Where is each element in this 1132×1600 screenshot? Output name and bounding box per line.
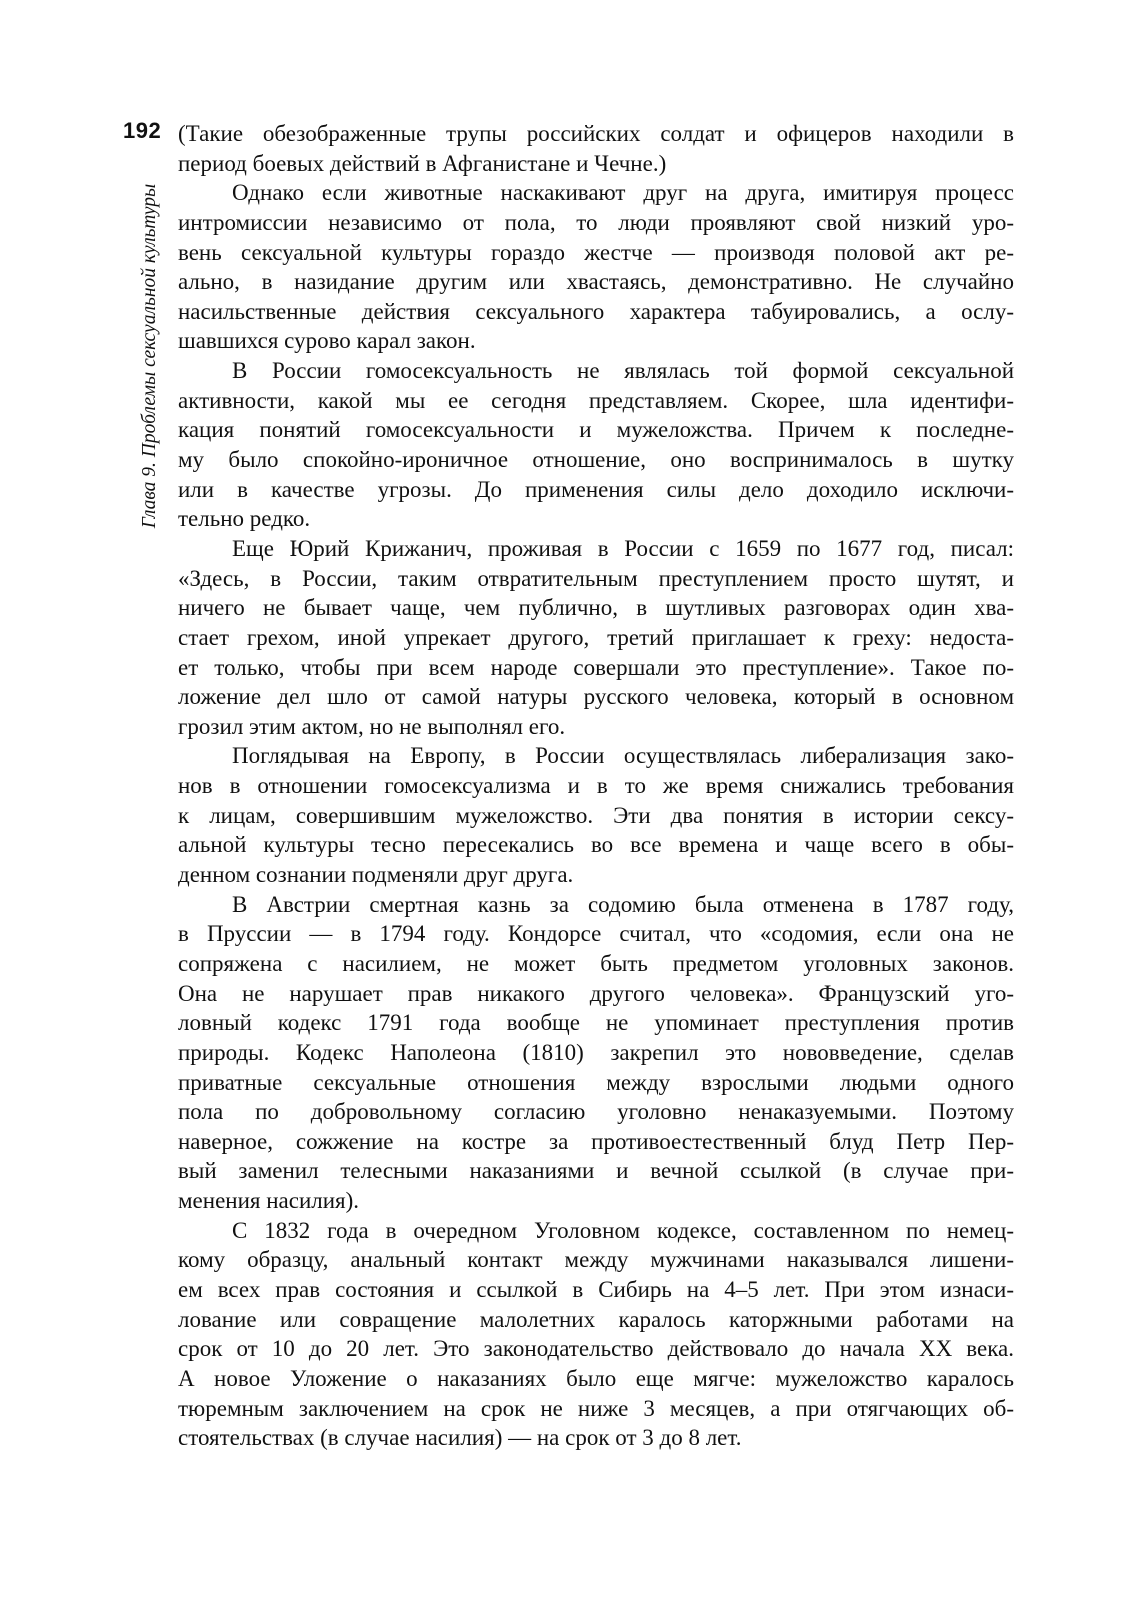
text-line: кация понятий гомосексуальности и мужеложства. Причем к последне- bbox=[178, 417, 1014, 443]
text-line: менения насилия). bbox=[178, 1188, 360, 1214]
text-line: тельно редко. bbox=[178, 506, 311, 532]
text-line: наверное, сожжение на костре за противоестественный блуд Петр Пер- bbox=[178, 1128, 1014, 1154]
text-line: ем всех прав состояния и ссылкой в Сибирь на 4–5 лет. При этом изнаси- bbox=[178, 1276, 1014, 1302]
text-line: приватные сексуальные отношения между взрослыми людьми одного bbox=[178, 1069, 1014, 1095]
text-line: денном сознании подменяли друг друга. bbox=[178, 862, 574, 888]
text-line: к лицам, совершившим мужеложство. Эти два понятия в истории сексу- bbox=[178, 802, 1014, 828]
text-line: ловный кодекс 1791 года вообще не упоминает преступления против bbox=[178, 1010, 1014, 1036]
text-line: ально, в назидание другим или хвастаясь, демонстративно. Не случайно bbox=[178, 269, 1014, 295]
text-line: грозил этим актом, но не выполнял его. bbox=[178, 713, 566, 739]
body-text bbox=[178, 119, 1014, 1453]
text-line: шавшихся сурово карал закон. bbox=[178, 328, 476, 354]
text-line: активности, какой мы ее сегодня представляем. Скорее, шла идентифи- bbox=[178, 387, 1014, 413]
text-line: ложение дел шло от самой натуры русского человека, который в основном bbox=[178, 684, 1014, 710]
text-line: альной культуры тесно пересекались во все времена и чаще всего в обы- bbox=[178, 832, 1014, 858]
running-head-text: Глава 9. Проблемы сексуальной культуры bbox=[139, 183, 160, 529]
text-line: сопряжена с насилием, не может быть предметом уголовных законов. bbox=[178, 950, 1014, 976]
text-line: стает грехом, иной упрекает другого, третий приглашает к греху: недоста- bbox=[178, 624, 1014, 650]
text-line: вый заменил телесными наказаниями и вечной ссылкой (в случае при- bbox=[178, 1158, 1014, 1184]
page-number: 192 bbox=[123, 118, 162, 143]
text-line: ет только, чтобы при всем народе совершали это преступление». Такое по- bbox=[178, 654, 1014, 680]
text-line: в Пруссии — в 1794 году. Кондорсе считал, что «содомия, если она не bbox=[178, 921, 1014, 947]
text-line: срок от 10 до 20 лет. Это законодательство действовало до начала XX века. bbox=[178, 1336, 1014, 1362]
text-line: В Австрии смертная казнь за содомию была отменена в 1787 году, bbox=[232, 891, 1014, 917]
text-line: насильственные действия сексуального характера табуировались, а ослу- bbox=[178, 298, 1014, 324]
text-line: пола по добровольному согласию уголовно ненаказуемыми. Поэтому bbox=[178, 1099, 1014, 1125]
text-line: Еще Юрий Крижанич, проживая в России с 1659 по 1677 год, писал: bbox=[232, 535, 1014, 561]
text-line: кому образцу, анальный контакт между мужчинами наказывался лишени- bbox=[178, 1247, 1014, 1273]
text-line: вень сексуальной культуры гораздо жестче — производя половой акт ре- bbox=[178, 239, 1014, 265]
text-line: Поглядывая на Европу, в России осуществлялась либерализация зако- bbox=[232, 743, 1014, 769]
text-line: А новое Уложение о наказаниях было еще мягче: мужеложство каралось bbox=[178, 1365, 1014, 1391]
text-line: интромиссии независимо от пола, то люди проявляют свой низкий уро- bbox=[178, 209, 1014, 235]
text-line: Однако если животные наскакивают друг на друга, имитируя процесс bbox=[232, 180, 1014, 206]
text-line: или в качестве угрозы. До применения силы дело доходило исключи- bbox=[178, 476, 1014, 502]
text-line: нов в отношении гомосексуализма и в то же время снижались требования bbox=[178, 773, 1014, 799]
text-line: С 1832 года в очередном Уголовном кодексе, составленном по немец- bbox=[232, 1217, 1014, 1243]
text-line: Она не нарушает прав никакого другого человека». Французский уго- bbox=[178, 980, 1014, 1006]
text-line: стоятельствах (в случае насилия) — на срок от 3 до 8 лет. bbox=[178, 1425, 742, 1451]
text-line: лование или совращение малолетних каралось каторжными работами на bbox=[178, 1306, 1014, 1332]
text-line: тюремным заключением на срок не ниже 3 месяцев, а при отягчающих об- bbox=[178, 1395, 1014, 1421]
text-line: «Здесь, в России, таким отвратительным преступлением просто шутят, и bbox=[178, 565, 1014, 591]
text-line: ничего не бывает чаще, чем публично, в шутливых разговорах один хва- bbox=[178, 595, 1014, 621]
text-line: В России гомосексуальность не являлась той формой сексуальной bbox=[232, 358, 1014, 384]
text-line: период боевых действий в Афганистане и Чечне.) bbox=[178, 150, 667, 176]
text-line: (Такие обезображенные трупы российских солдат и офицеров находили в bbox=[178, 121, 1014, 146]
text-line: природы. Кодекс Наполеона (1810) закрепил это нововведение, сделав bbox=[178, 1039, 1014, 1065]
text-line: му было спокойно-ироничное отношение, оно воспринималось в шутку bbox=[178, 447, 1014, 473]
